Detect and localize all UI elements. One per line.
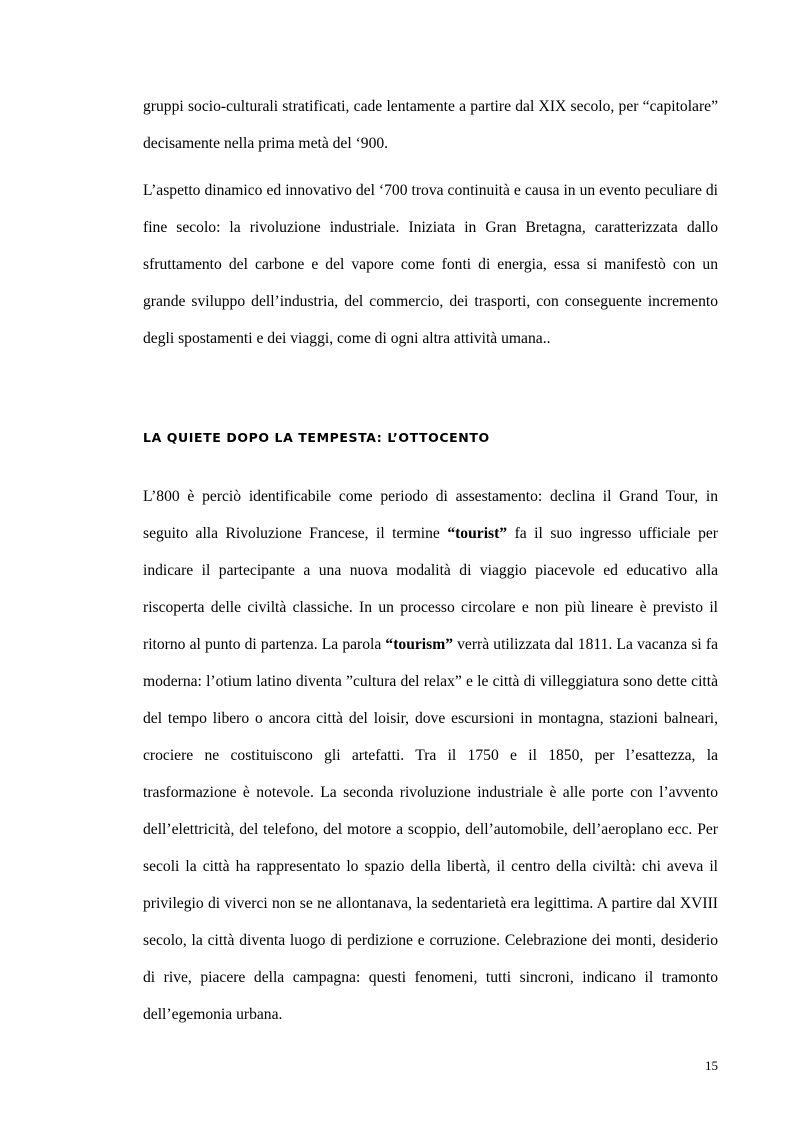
term-tourism: “tourism” <box>385 636 453 653</box>
term-tourist: “tourist” <box>447 525 508 542</box>
page-number: 15 <box>705 1058 718 1073</box>
section-heading: LA QUIETE DOPO LA TEMPESTA: L’OTTOCENTO <box>143 430 490 445</box>
paragraph-ottocento-part-2: fa il suo ingresso ufficiale per indicare il partecipante a una nuova modalità di viaggio piacevole ed educativo alla riscoperta delle civiltà classiche. In un processo circolare e non più lineare è previsto il ritorno al punto di partenza. La parola <box>143 525 718 653</box>
paragraph-continuation: gruppi socio-culturali stratificati, cade lentamente a partire dal XIX secolo, per “capitolare” decisamente nella prima metà del ‘900. <box>143 98 718 152</box>
paragraph-ottocento <box>143 478 718 1033</box>
paragraph-industrial-revolution: L’aspetto dinamico ed innovativo del ‘700 trova continuità e causa in un evento peculiare di fine secolo: la rivoluzione industriale. Iniziata in Gran Bretagna, caratterizzata dallo sfruttamento del carbone e del vapore come fonti di energia, essa si manifestò con un grande sviluppo dell’industria, del commercio, dei trasporti, con conseguente incremento degli spostamenti e dei viaggi, come di ogni altra attività umana.. <box>143 182 718 347</box>
paragraph-ottocento-part-3: verrà utilizzata dal 1811. La vacanza si fa moderna: l’otium latino diventa ”cultura del relax” e le città di villeggiatura sono dette città del tempo libero o ancora città del loisir, dove escursioni in montagna, stazioni balneari, crociere ne costituiscono gli artefatti. Tra il 1750 e il 1850, per l’esattezza, la trasformazione è notevole. La seconda rivoluzione industriale è alle porte con l’avvento dell’elettricità, del telefono, del motore a scoppio, dell’automobile, dell’aeroplano ecc. Per secoli la città ha rappresentato lo spazio della libertà, il centro della civiltà: chi aveva il privilegio di viverci non se ne allontanava, la sedentarietà era legittima. A partire dal XVIII secolo, la città diventa luogo di perdizione e corruzione. Celebrazione dei monti, desiderio di rive, piacere della campagna: questi fenomeni, tutti sincroni, indicano il tramonto dell’egemonia urbana. <box>143 636 718 1023</box>
paragraph-ottocento-part-1: L’800 è perciò identificabile come periodo di assestamento: declina il Grand Tour, in seguito alla Rivoluzione Francese, il termine <box>143 488 718 542</box>
